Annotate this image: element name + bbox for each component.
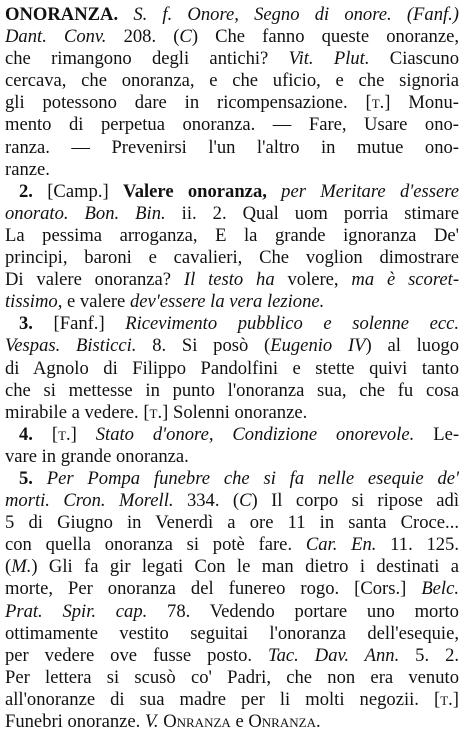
entry-text: vare in grande onoranza. xyxy=(5,445,189,467)
entry-line xyxy=(5,137,459,159)
entry-text: [ xyxy=(51,423,59,445)
entry-text: 5. xyxy=(19,467,47,489)
entry-text: e valere xyxy=(62,291,130,313)
entry-line xyxy=(5,358,459,380)
entry-text: Funebri onoranze. xyxy=(5,711,145,732)
entry-text: 334. ( xyxy=(173,490,240,512)
entry-text: Belc. xyxy=(421,578,459,600)
entry-text: onorato. Bon. Bin. xyxy=(5,202,166,224)
entry-text: V. xyxy=(144,711,159,732)
entry-text: C xyxy=(239,490,252,512)
entry-line xyxy=(5,92,459,114)
entry-text: ( xyxy=(5,556,12,578)
entry-line xyxy=(5,446,459,468)
entry-text: morte, Per onoranza del funereo rogo. [Cors.] xyxy=(5,578,422,600)
entry-text: Stato d'onore, Condizione onorevole. xyxy=(95,423,415,445)
entry-text: M. xyxy=(11,556,32,578)
entry-line xyxy=(5,48,459,70)
entry-text: Le- xyxy=(414,423,459,445)
entry-text: Vit. Plut. xyxy=(288,48,370,70)
entry-text: 8. Si posò ( xyxy=(136,335,271,357)
entry-line xyxy=(5,4,459,26)
entry-text: ) Gli fa gir legati Con le man dietro i destinati a xyxy=(31,556,459,578)
entry-text: ] Monu- xyxy=(384,92,459,114)
entry-text: Di valere onoranza? xyxy=(5,269,184,291)
entry-text: [Camp.] xyxy=(47,180,123,202)
entry-text: all'onoranze di sua madre per li molti negozii. [ xyxy=(5,688,441,710)
entry-text: e xyxy=(230,711,249,732)
entry-text: 5 di Giugno in Venerdì a ore 11 in santa Croce... xyxy=(5,512,459,534)
entry-text: Dant. Conv. xyxy=(5,26,107,48)
entry-text: con quella onoranza si potè fare. xyxy=(5,534,306,556)
entry-text: 3. xyxy=(19,313,54,335)
entry-text: Per Pompa funebre che si fa nelle esequie de' xyxy=(46,467,459,489)
entry-text xyxy=(118,4,133,25)
entry-text: ranze. xyxy=(5,158,50,180)
entry-text: volere, xyxy=(274,269,352,291)
entry-text: 208. ( xyxy=(106,26,180,48)
entry-line xyxy=(5,159,459,181)
entry-text: ] Solenni onoranze. xyxy=(162,401,308,423)
entry-line xyxy=(5,247,459,269)
entry-line xyxy=(5,512,459,534)
entry-text: ) al luogo xyxy=(365,335,459,357)
entry-line xyxy=(5,556,459,578)
entry-text: morti. Cron. Morell. xyxy=(5,490,174,512)
entry-line xyxy=(5,490,459,512)
entry-text: di Agnolo di Filippo Pandolfini e stette quivi tanto xyxy=(5,357,459,379)
entry-line xyxy=(5,26,459,48)
entry-text: per Meritare d'essere xyxy=(266,180,459,202)
entry-text: cercava, che onoranza, e che uficio, e che signoria xyxy=(5,70,459,92)
entry-line xyxy=(5,335,459,357)
entry-text: Ciascuno xyxy=(369,48,459,70)
entry-text: t. xyxy=(371,92,385,114)
entry-text: dev'essere la vera lezione. xyxy=(129,291,325,313)
entry-text: che rimangono degli antichi? xyxy=(5,48,289,70)
entry-text: Prat. Spir. cap. xyxy=(5,600,148,622)
entry-text: ) Che fanno queste onoranze, xyxy=(191,26,459,48)
entry-text: tissimo, xyxy=(5,291,63,313)
entry-text: 78. Vedendo portare uno morto xyxy=(147,600,459,622)
entry-text: Ricevimento pubblico e solenne ecc. xyxy=(125,313,459,335)
entry-line xyxy=(5,601,459,623)
entry-line xyxy=(5,313,459,335)
entry-text: ma è scoret- xyxy=(351,269,459,291)
entry-text: Onranza xyxy=(158,711,231,732)
entry-line xyxy=(5,70,459,92)
entry-text: Tac. Dav. Ann. xyxy=(268,644,400,666)
entry-line xyxy=(5,424,459,446)
entry-line xyxy=(5,711,459,733)
entry-text: Eugenio IV xyxy=(270,335,366,357)
entry-line xyxy=(5,181,459,203)
entry-text: che si mettesse in punto l'onoranza sua, che fu cosa xyxy=(5,379,459,401)
dictionary-entry xyxy=(5,4,459,733)
entry-line xyxy=(5,534,459,556)
entry-text: t. xyxy=(149,401,163,423)
entry-text: S. f. Onore, Segno di onore. (Fanf.) xyxy=(133,4,459,25)
entry-line xyxy=(5,468,459,490)
entry-line xyxy=(5,623,459,645)
entry-text: 5. 2. xyxy=(399,644,459,666)
entry-text: La pessima arroganza, E la grande ignoranza De' xyxy=(5,224,459,246)
entry-text: 4. xyxy=(19,423,52,445)
entry-text: per vedere ove fusse posto. xyxy=(5,644,268,666)
entry-line xyxy=(5,269,459,291)
entry-text: ranza. — Prevenirsi l'un l'altro in mutue ono- xyxy=(5,136,459,158)
entry-line xyxy=(5,114,459,136)
entry-text: C xyxy=(179,26,192,48)
entry-text: t. xyxy=(440,688,453,710)
entry-text: Onranza. xyxy=(248,711,321,732)
headword: ONORANZA. xyxy=(5,4,119,25)
entry-text: Il testo ha xyxy=(183,269,275,291)
entry-text: ii. 2. Qual uom porria stimare xyxy=(165,202,459,224)
entry-line xyxy=(5,689,459,711)
entry-line xyxy=(5,225,459,247)
entry-text: Vespas. Bisticci. xyxy=(5,335,137,357)
entry-text: t. xyxy=(58,423,71,445)
entry-line xyxy=(5,667,459,689)
entry-text: ] xyxy=(70,423,96,445)
entry-line xyxy=(5,203,459,225)
entry-text: principi, baroni e cavalieri, Che voglion dimostrare xyxy=(5,247,459,269)
entry-text: mirabile a vedere. [ xyxy=(5,401,150,423)
entry-text: ] xyxy=(452,688,459,710)
entry-text: Per lettera si scusò co' Padri, che non era venuto xyxy=(5,666,459,688)
entry-text: Valere onoranza, xyxy=(122,180,267,202)
entry-text: mento di perpetua onoranza. — Fare, Usare ono- xyxy=(5,114,459,136)
entry-text: 11. 125. xyxy=(376,534,459,556)
entry-line xyxy=(5,578,459,600)
entry-line xyxy=(5,291,459,313)
entry-line xyxy=(5,402,459,424)
entry-text: 2. xyxy=(19,180,48,202)
entry-text: Car. En. xyxy=(305,534,377,556)
entry-line xyxy=(5,645,459,667)
entry-line xyxy=(5,380,459,402)
entry-text: ottimamente vestito seguitai l'onoranza dell'esequie, xyxy=(5,622,459,644)
entry-text: ) Il corpo si ripose adì xyxy=(251,490,459,512)
entry-text: [Fanf.] xyxy=(53,313,126,335)
entry-text: gli potessono dare in ricompensazione. [ xyxy=(5,92,372,114)
